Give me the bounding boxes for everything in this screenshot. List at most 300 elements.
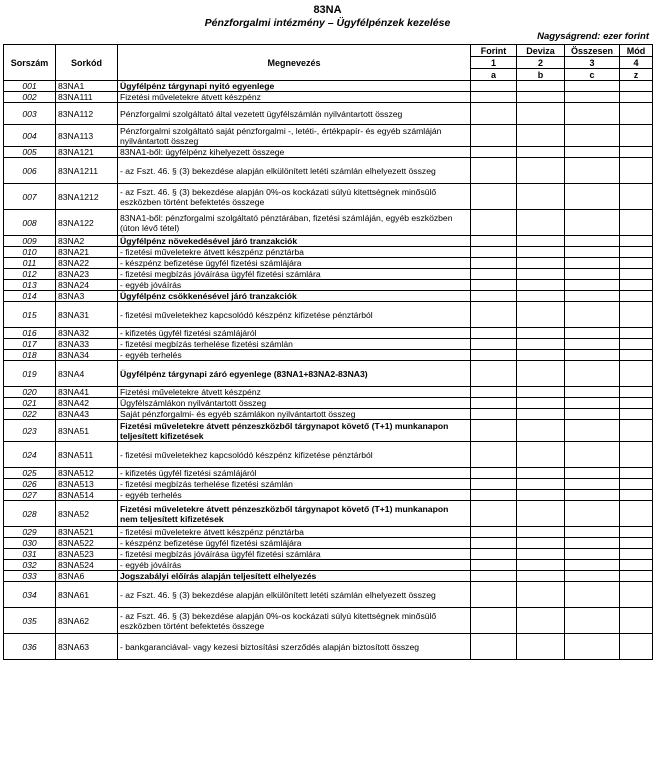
cell-forint[interactable]	[471, 184, 517, 210]
header-megnevezes: Megnevezés	[118, 45, 471, 81]
row-code: 83NA4	[56, 361, 118, 387]
row-code: 83NA514	[56, 490, 118, 501]
row-index: 030	[4, 538, 56, 549]
cell-forint[interactable]	[471, 92, 517, 103]
row-code: 83NA34	[56, 350, 118, 361]
row-name: - az Fszt. 46. § (3) bekezdése alapján 0%-os kockázati súlyú kitettségnek minősülő eszközben történt befektetés összege	[118, 608, 471, 634]
cell-forint[interactable]	[471, 468, 517, 479]
cell-mod[interactable]	[620, 538, 653, 549]
row-index: 029	[4, 527, 56, 538]
cell-deviza[interactable]	[517, 158, 565, 184]
row-name: - az Fszt. 46. § (3) bekezdése alapján 0%-os kockázati súlyú kitettségnek minősülő eszközben történt befektetés összege	[118, 184, 471, 210]
row-index: 020	[4, 387, 56, 398]
row-name: - fizetési műveletekre átvett készpénz pénztárba	[118, 527, 471, 538]
table-row	[4, 350, 653, 361]
header-num-1: 1	[471, 57, 517, 69]
row-name: Ügyfélpénz növekedésével járó tranzakciók	[118, 236, 471, 247]
row-name: - készpénz befizetése ügyfél fizetési számlájára	[118, 258, 471, 269]
cell-mod[interactable]	[620, 280, 653, 291]
cell-mod[interactable]	[620, 527, 653, 538]
cell-forint[interactable]	[471, 328, 517, 339]
table-row	[4, 280, 653, 291]
row-index: 015	[4, 302, 56, 328]
row-index: 018	[4, 350, 56, 361]
row-code: 83NA63	[56, 634, 118, 660]
cell-forint[interactable]	[471, 280, 517, 291]
table-row	[4, 291, 653, 302]
row-name: Fizetési műveletekre átvett pénzeszközből tárgynapot követő (T+1) munkanapon teljesített kifizetések	[118, 420, 471, 442]
row-index: 008	[4, 210, 56, 236]
row-name: - fizetési műveletekhez kapcsolódó készpénz kifizetése pénztárból	[118, 302, 471, 328]
cell-osszesen[interactable]	[565, 549, 620, 560]
cell-deviza[interactable]	[517, 280, 565, 291]
row-index: 034	[4, 582, 56, 608]
cell-deviza[interactable]	[517, 269, 565, 280]
cell-mod[interactable]	[620, 339, 653, 350]
row-name: - egyéb jóváírás	[118, 280, 471, 291]
cell-mod[interactable]	[620, 549, 653, 560]
header-let-z: z	[620, 69, 653, 81]
cell-osszesen[interactable]	[565, 184, 620, 210]
cell-deviza[interactable]	[517, 538, 565, 549]
cell-mod[interactable]	[620, 468, 653, 479]
cell-deviza[interactable]	[517, 103, 565, 125]
cell-deviza[interactable]	[517, 549, 565, 560]
cell-osszesen[interactable]	[565, 527, 620, 538]
row-code: 83NA1211	[56, 158, 118, 184]
header-num-3: 3	[565, 57, 620, 69]
cell-osszesen[interactable]	[565, 387, 620, 398]
row-index: 024	[4, 442, 56, 468]
row-code: 83NA41	[56, 387, 118, 398]
row-name: - egyéb terhelés	[118, 490, 471, 501]
cell-deviza[interactable]	[517, 81, 565, 92]
cell-osszesen[interactable]	[565, 608, 620, 634]
cell-mod[interactable]	[620, 442, 653, 468]
cell-forint[interactable]	[471, 258, 517, 269]
header-num-2: 2	[517, 57, 565, 69]
cell-osszesen[interactable]	[565, 361, 620, 387]
cell-deviza[interactable]	[517, 350, 565, 361]
row-index: 006	[4, 158, 56, 184]
table-row	[4, 184, 653, 210]
table-row	[4, 125, 653, 147]
table-row	[4, 81, 653, 92]
cell-mod[interactable]	[620, 387, 653, 398]
cell-deviza[interactable]	[517, 398, 565, 409]
cell-mod[interactable]	[620, 210, 653, 236]
row-name: - készpénz befizetése ügyfél fizetési számlájára	[118, 538, 471, 549]
cell-forint[interactable]	[471, 479, 517, 490]
cell-forint[interactable]	[471, 560, 517, 571]
cell-mod[interactable]	[620, 258, 653, 269]
cell-forint[interactable]	[471, 490, 517, 501]
table-row	[4, 582, 653, 608]
cell-mod[interactable]	[620, 361, 653, 387]
cell-osszesen[interactable]	[565, 501, 620, 527]
cell-deviza[interactable]	[517, 479, 565, 490]
cell-deviza[interactable]	[517, 184, 565, 210]
cell-deviza[interactable]	[517, 442, 565, 468]
header-mod: Mód	[620, 45, 653, 57]
row-index: 019	[4, 361, 56, 387]
row-index: 012	[4, 269, 56, 280]
row-name: Pénzforgalmi szolgáltató által vezetett ügyfélszámlán nyilvántartott összeg	[118, 103, 471, 125]
cell-deviza[interactable]	[517, 210, 565, 236]
table-row	[4, 328, 653, 339]
cell-deviza[interactable]	[517, 302, 565, 328]
cell-osszesen[interactable]	[565, 398, 620, 409]
row-name: - az Fszt. 46. § (3) bekezdése alapján elkülönített letéti számlán elhelyezett összeg	[118, 158, 471, 184]
cell-osszesen[interactable]	[565, 147, 620, 158]
cell-deviza[interactable]	[517, 527, 565, 538]
row-code: 83NA111	[56, 92, 118, 103]
row-index: 031	[4, 549, 56, 560]
table-row	[4, 339, 653, 350]
cell-deviza[interactable]	[517, 560, 565, 571]
cell-mod[interactable]	[620, 560, 653, 571]
table-row	[4, 442, 653, 468]
cell-osszesen[interactable]	[565, 328, 620, 339]
row-index: 010	[4, 247, 56, 258]
row-name: - fizetési műveletekre átvett készpénz pénztárba	[118, 247, 471, 258]
cell-forint[interactable]	[471, 398, 517, 409]
row-name: Jogszabályi előírás alapján teljesített elhelyezés	[118, 571, 471, 582]
table-row	[4, 92, 653, 103]
cell-deviza[interactable]	[517, 236, 565, 247]
table-row	[4, 247, 653, 258]
row-code: 83NA31	[56, 302, 118, 328]
cell-forint[interactable]	[471, 501, 517, 527]
table-row	[4, 210, 653, 236]
row-name: Saját pénzforgalmi- és egyéb számlákon nyilvántartott összeg	[118, 409, 471, 420]
cell-deviza[interactable]	[517, 582, 565, 608]
cell-forint[interactable]	[471, 158, 517, 184]
row-code: 83NA24	[56, 280, 118, 291]
cell-osszesen[interactable]	[565, 409, 620, 420]
table-row	[4, 527, 653, 538]
table-row	[4, 490, 653, 501]
cell-mod[interactable]	[620, 328, 653, 339]
cell-mod[interactable]	[620, 236, 653, 247]
row-code: 83NA1	[56, 81, 118, 92]
cell-osszesen[interactable]	[565, 479, 620, 490]
cell-forint[interactable]	[471, 269, 517, 280]
cell-forint[interactable]	[471, 634, 517, 660]
row-index: 022	[4, 409, 56, 420]
cell-forint[interactable]	[471, 236, 517, 247]
cell-osszesen[interactable]	[565, 247, 620, 258]
cell-mod[interactable]	[620, 409, 653, 420]
row-code: 83NA22	[56, 258, 118, 269]
header-sorszam: Sorszám	[4, 45, 56, 81]
cell-deviza[interactable]	[517, 247, 565, 258]
cell-mod[interactable]	[620, 125, 653, 147]
cell-deviza[interactable]	[517, 387, 565, 398]
row-code: 83NA522	[56, 538, 118, 549]
cell-osszesen[interactable]	[565, 350, 620, 361]
row-code: 83NA513	[56, 479, 118, 490]
cell-mod[interactable]	[620, 147, 653, 158]
row-index: 017	[4, 339, 56, 350]
row-code: 83NA21	[56, 247, 118, 258]
row-code: 83NA42	[56, 398, 118, 409]
cell-mod[interactable]	[620, 501, 653, 527]
cell-mod[interactable]	[620, 608, 653, 634]
cell-forint[interactable]	[471, 582, 517, 608]
cell-mod[interactable]	[620, 582, 653, 608]
row-index: 021	[4, 398, 56, 409]
row-name: - fizetési megbízás terhelése fizetési számlán	[118, 339, 471, 350]
cell-mod[interactable]	[620, 184, 653, 210]
cell-mod[interactable]	[620, 92, 653, 103]
cell-mod[interactable]	[620, 302, 653, 328]
cell-forint[interactable]	[471, 125, 517, 147]
row-index: 007	[4, 184, 56, 210]
cell-forint[interactable]	[471, 549, 517, 560]
cell-deviza[interactable]	[517, 571, 565, 582]
header-let-a: a	[471, 69, 517, 81]
cell-deviza[interactable]	[517, 608, 565, 634]
cell-deviza[interactable]	[517, 634, 565, 660]
row-name: - fizetési megbízás jóváírása ügyfél fizetési számlára	[118, 549, 471, 560]
cell-osszesen[interactable]	[565, 468, 620, 479]
cell-osszesen[interactable]	[565, 291, 620, 302]
cell-mod[interactable]	[620, 247, 653, 258]
row-code: 83NA122	[56, 210, 118, 236]
cell-forint[interactable]	[471, 409, 517, 420]
cell-forint[interactable]	[471, 302, 517, 328]
cell-deviza[interactable]	[517, 125, 565, 147]
cell-mod[interactable]	[620, 103, 653, 125]
row-name: 83NA1-ből: pénzforgalmi szolgáltató pénztárában, fizetési számláján, egyéb eszközben (úton lévő tétel)	[118, 210, 471, 236]
table-body	[4, 81, 653, 660]
cell-mod[interactable]	[620, 571, 653, 582]
cell-mod[interactable]	[620, 269, 653, 280]
cell-deviza[interactable]	[517, 258, 565, 269]
table-row	[4, 468, 653, 479]
row-code: 83NA6	[56, 571, 118, 582]
cell-mod[interactable]	[620, 490, 653, 501]
cell-forint[interactable]	[471, 210, 517, 236]
row-name: - fizetési műveletekhez kapcsolódó készpénz kifizetése pénztárból	[118, 442, 471, 468]
row-code: 83NA62	[56, 608, 118, 634]
cell-forint[interactable]	[471, 291, 517, 302]
cell-deviza[interactable]	[517, 468, 565, 479]
table-row	[4, 409, 653, 420]
row-name: - kifizetés ügyfél fizetési számlájáról	[118, 468, 471, 479]
row-code: 83NA511	[56, 442, 118, 468]
row-name: - egyéb jóváírás	[118, 560, 471, 571]
cell-forint[interactable]	[471, 442, 517, 468]
header-forint: Forint	[471, 45, 517, 57]
row-code: 83NA523	[56, 549, 118, 560]
row-name: 83NA1-ből: ügyfélpénz kihelyezett összege	[118, 147, 471, 158]
cell-deviza[interactable]	[517, 420, 565, 442]
row-code: 83NA1212	[56, 184, 118, 210]
header-sorkod: Sorkód	[56, 45, 118, 81]
cell-deviza[interactable]	[517, 147, 565, 158]
row-name: Ügyfélpénz tárgynapi nyitó egyenlege	[118, 81, 471, 92]
row-index: 016	[4, 328, 56, 339]
cell-osszesen[interactable]	[565, 92, 620, 103]
row-index: 032	[4, 560, 56, 571]
cell-mod[interactable]	[620, 479, 653, 490]
cell-osszesen[interactable]	[565, 210, 620, 236]
row-index: 035	[4, 608, 56, 634]
table-row	[4, 258, 653, 269]
table-row	[4, 103, 653, 125]
cell-forint[interactable]	[471, 361, 517, 387]
row-code: 83NA2	[56, 236, 118, 247]
cell-mod[interactable]	[620, 420, 653, 442]
cell-osszesen[interactable]	[565, 280, 620, 291]
row-name: Ügyfélpénz csökkenésével járó tranzakciók	[118, 291, 471, 302]
row-name: Fizetési műveletekre átvett készpénz	[118, 92, 471, 103]
cell-forint[interactable]	[471, 571, 517, 582]
table-row	[4, 398, 653, 409]
row-name: - egyéb terhelés	[118, 350, 471, 361]
cell-deviza[interactable]	[517, 490, 565, 501]
cell-osszesen[interactable]	[565, 442, 620, 468]
cell-osszesen[interactable]	[565, 269, 620, 280]
row-code: 83NA112	[56, 103, 118, 125]
cell-osszesen[interactable]	[565, 258, 620, 269]
cell-deviza[interactable]	[517, 409, 565, 420]
cell-osszesen[interactable]	[565, 158, 620, 184]
cell-mod[interactable]	[620, 158, 653, 184]
cell-osszesen[interactable]	[565, 420, 620, 442]
header-let-c: c	[565, 69, 620, 81]
table-row	[4, 479, 653, 490]
cell-osszesen[interactable]	[565, 582, 620, 608]
row-index: 033	[4, 571, 56, 582]
report-subtitle: Pénzforgalmi intézmény – Ügyfélpénzek kezelése	[204, 17, 451, 29]
table-row	[4, 361, 653, 387]
table-row	[4, 236, 653, 247]
row-name: - fizetési megbízás jóváírása ügyfél fizetési számlára	[118, 269, 471, 280]
row-index: 014	[4, 291, 56, 302]
cell-mod[interactable]	[620, 81, 653, 92]
row-name: Ügyfélpénz tárgynapi záró egyenlege (83NA1+83NA2-83NA3)	[118, 361, 471, 387]
header-num-4: 4	[620, 57, 653, 69]
row-index: 027	[4, 490, 56, 501]
row-name: Fizetési műveletekre átvett készpénz	[118, 387, 471, 398]
row-index: 036	[4, 634, 56, 660]
table-row	[4, 560, 653, 571]
cell-forint[interactable]	[471, 350, 517, 361]
report-code: 83NA	[313, 4, 342, 16]
cell-forint[interactable]	[471, 103, 517, 125]
cell-osszesen[interactable]	[565, 571, 620, 582]
table-row	[4, 420, 653, 442]
cell-osszesen[interactable]	[565, 538, 620, 549]
row-code: 83NA521	[56, 527, 118, 538]
cell-deviza[interactable]	[517, 339, 565, 350]
cell-deviza[interactable]	[517, 361, 565, 387]
cell-osszesen[interactable]	[565, 339, 620, 350]
row-code: 83NA61	[56, 582, 118, 608]
row-index: 005	[4, 147, 56, 158]
cell-mod[interactable]	[620, 398, 653, 409]
cell-mod[interactable]	[620, 634, 653, 660]
cell-deviza[interactable]	[517, 92, 565, 103]
cell-osszesen[interactable]	[565, 634, 620, 660]
table-row	[4, 269, 653, 280]
table-row	[4, 608, 653, 634]
cell-forint[interactable]	[471, 538, 517, 549]
cell-forint[interactable]	[471, 420, 517, 442]
table-row	[4, 158, 653, 184]
row-code: 83NA23	[56, 269, 118, 280]
cell-forint[interactable]	[471, 247, 517, 258]
row-index: 023	[4, 420, 56, 442]
table-row	[4, 634, 653, 660]
row-index: 025	[4, 468, 56, 479]
cell-forint[interactable]	[471, 81, 517, 92]
cell-osszesen[interactable]	[565, 81, 620, 92]
row-name: Pénzforgalmi szolgáltató saját pénzforgalmi -, letéti-, értékpapír- és egyéb számláján nyilvántartott összeg	[118, 125, 471, 147]
report-table	[3, 44, 653, 660]
row-code: 83NA121	[56, 147, 118, 158]
row-name: - fizetési megbízás terhelése fizetési számlán	[118, 479, 471, 490]
header-osszesen: Összesen	[565, 45, 620, 57]
cell-osszesen[interactable]	[565, 236, 620, 247]
cell-osszesen[interactable]	[565, 103, 620, 125]
cell-forint[interactable]	[471, 608, 517, 634]
row-code: 83NA3	[56, 291, 118, 302]
cell-deviza[interactable]	[517, 291, 565, 302]
cell-forint[interactable]	[471, 387, 517, 398]
cell-forint[interactable]	[471, 527, 517, 538]
cell-osszesen[interactable]	[565, 125, 620, 147]
unit-note: Nagyságrend: ezer forint	[537, 31, 649, 42]
row-code: 83NA524	[56, 560, 118, 571]
cell-mod[interactable]	[620, 291, 653, 302]
table-row	[4, 549, 653, 560]
row-index: 003	[4, 103, 56, 125]
row-code: 83NA512	[56, 468, 118, 479]
row-index: 028	[4, 501, 56, 527]
cell-forint[interactable]	[471, 339, 517, 350]
table-row	[4, 501, 653, 527]
row-code: 83NA43	[56, 409, 118, 420]
table-row	[4, 538, 653, 549]
cell-osszesen[interactable]	[565, 490, 620, 501]
row-code: 83NA52	[56, 501, 118, 527]
row-name: Ügyfélszámlákon nyilvántartott összeg	[118, 398, 471, 409]
row-index: 001	[4, 81, 56, 92]
row-index: 002	[4, 92, 56, 103]
cell-forint[interactable]	[471, 147, 517, 158]
row-name: Fizetési műveletekre átvett pénzeszközből tárgynapot követő (T+1) munkanapon nem teljesített kifizetések	[118, 501, 471, 527]
row-index: 013	[4, 280, 56, 291]
row-index: 004	[4, 125, 56, 147]
row-name: - az Fszt. 46. § (3) bekezdése alapján elkülönített letéti számlán elhelyezett összeg	[118, 582, 471, 608]
cell-osszesen[interactable]	[565, 560, 620, 571]
cell-mod[interactable]	[620, 350, 653, 361]
table-row	[4, 302, 653, 328]
header-let-b: b	[517, 69, 565, 81]
cell-deviza[interactable]	[517, 501, 565, 527]
row-index: 026	[4, 479, 56, 490]
header-deviza: Deviza	[517, 45, 565, 57]
cell-osszesen[interactable]	[565, 302, 620, 328]
row-code: 83NA33	[56, 339, 118, 350]
row-index: 009	[4, 236, 56, 247]
table-row	[4, 147, 653, 158]
cell-deviza[interactable]	[517, 328, 565, 339]
